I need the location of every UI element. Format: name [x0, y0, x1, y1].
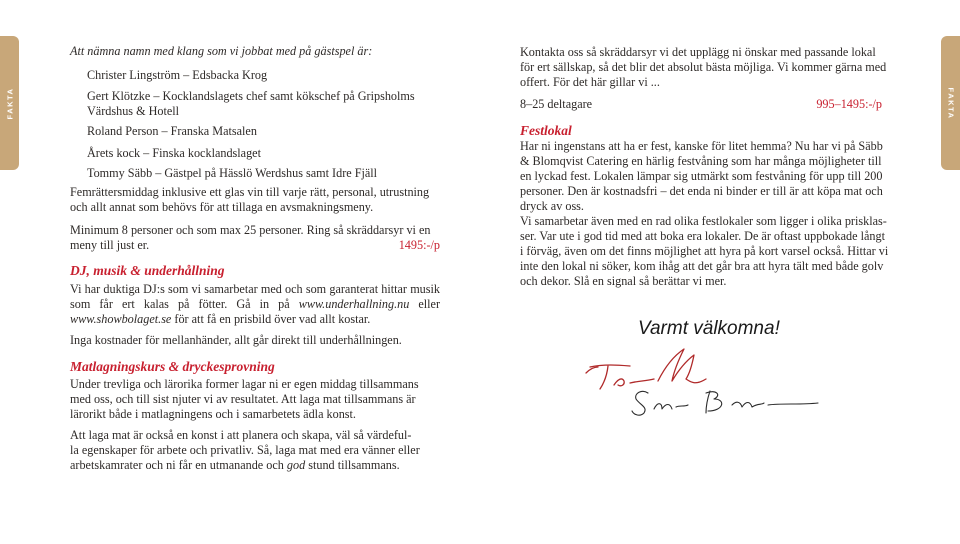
text-line: en lyckad fest. Lokalen lämpar sig utmärkt som festvåning för upp till 200 — [520, 169, 883, 183]
text-line: inte den lokal ni söker, kom ihåg att det går bra att hyra tält med både golv — [520, 259, 884, 273]
guest-line: Roland Person – Franska Matsalen — [87, 124, 257, 138]
guest-line: Värdshus & Hotell — [87, 104, 180, 118]
guest-line: Gert Klötzke – Kocklandslagets chef samt kökschef på Gripsholms — [87, 89, 415, 103]
guest-line: Christer Lingström – Edsbacka Krog — [87, 68, 268, 82]
art-section — [70, 428, 440, 473]
dinner-description — [70, 185, 440, 215]
text-line: med oss, och till sist njuter vi av resultatet. Att laga mat tillsammans är — [70, 392, 416, 406]
text-line: Femrättersmiddag inklusive ett glas vin till varje rätt, personal, utrustning — [70, 185, 430, 199]
welcome-text: Varmt välkomna! — [638, 318, 780, 339]
guest-line: Årets kock – Finska kocklandslaget — [87, 146, 261, 160]
text-line: i förväg, även om det finns möjlighet att hyra på kort varsel också. Hittar vi — [520, 244, 889, 258]
text-line: lärorikt både i matlagningens och i samarbetets ädla konst. — [70, 407, 356, 421]
participants-row — [520, 97, 890, 112]
dj-costs: Inga kostnader för mellanhänder, allt går direkt till underhållningen. — [70, 333, 402, 347]
course-section — [70, 377, 440, 422]
text-line: Vi samarbetar även med en rad olika festlokaler som ligger i olika prisklas- — [520, 214, 887, 228]
course-heading: Matlagningskurs & dryckesprovning — [70, 359, 275, 374]
text-line: och dekor. Slå en signal så berättar vi mer. — [520, 274, 727, 288]
text-line: & Blomqvist Catering en härlig festvåning som har många möjligheter till — [520, 154, 882, 168]
signature-black — [632, 391, 818, 415]
text-line: arbetskamrater och ni får en utmanande och god stund tillsammans. — [70, 458, 400, 472]
venue-section — [520, 139, 890, 214]
text-line: Under trevliga och lärorika former lagar ni er egen middag tillsammans — [70, 377, 419, 391]
underhallning-link[interactable]: www.underhallning.nu — [298, 297, 410, 311]
participants-price: 995–1495:-/p — [816, 97, 882, 111]
text-line: meny till just er. — [70, 238, 150, 252]
signature-red — [586, 349, 706, 389]
venue-heading: Festlokal — [520, 123, 572, 138]
text-line: offert. För det här gillar vi ... — [520, 75, 660, 89]
dj-heading: DJ, musik & underhållning — [70, 263, 225, 278]
showbolaget-link[interactable]: www.showbolaget.se — [70, 312, 172, 326]
text-line: Har ni ingenstans att ha er fest, kanske för litet hemma? Nu har vi på Säbb — [520, 139, 883, 153]
fakta-tab-right — [941, 36, 960, 170]
signatures — [582, 345, 842, 425]
text-line: Minimum 8 personer och som max 25 personer. Ring så skräddarsyr vi en — [70, 223, 431, 237]
dj-body: Vi har duktiga DJ:s som vi samarbetar med och som garanterat hittar musik som får ert kalas på fötter. Gå in på www.underhallning.nu eller www.showbolaget.se för att få en prisbild över vad allt kostar. — [70, 282, 441, 326]
text-line: personer. Den är kostnadsfri – det enda ni binder er till är att köpa mat och — [520, 184, 883, 198]
guest-line: Tommy Säbb – Gästpel på Hässlö Werdshus samt Idre Fjäll — [87, 166, 378, 180]
text-line: och allt annat som behövs för att tillaga en avsmakningsmeny. — [70, 200, 374, 214]
dj-section — [70, 282, 440, 348]
participants-label: 8–25 deltagare — [520, 97, 593, 111]
text-line: la egenskaper för arbete och privatliv. Så, laga mat med era vänner eller — [70, 443, 420, 457]
fakta-tab-label: FAKTA — [946, 87, 956, 119]
minimum-info — [70, 223, 440, 253]
fakta-tab-left — [0, 36, 19, 170]
contact-section — [520, 45, 890, 90]
text-line: Kontakta oss så skräddarsyr vi det upplägg ni önskar med passande lokal — [520, 45, 876, 59]
text-line: ser. Var ute i god tid med att boka era lokaler. De är oftast uppbokade långt — [520, 229, 885, 243]
fakta-tab-label: FAKTA — [5, 87, 15, 119]
text-line: dryck av oss. — [520, 199, 584, 213]
dinner-price: 1495:-/p — [398, 238, 440, 252]
text-line: Att laga mat är också en konst i att planera och skapa, väl så värdeful- — [70, 428, 412, 442]
guest-intro: Att nämna namn med klang som vi jobbat med på gästspel är: — [70, 44, 373, 58]
text-line: för ert sällskap, så det blir det absolut bästa möjliga. Vi kommer gärna med — [520, 60, 887, 74]
venue-more-section — [520, 214, 890, 289]
